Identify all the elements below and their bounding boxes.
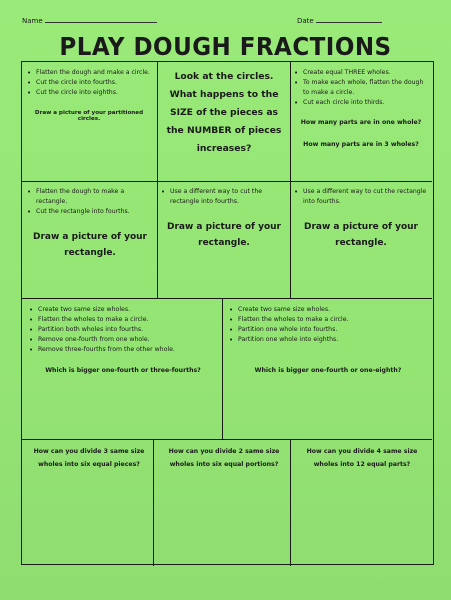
step-item: • Flatten the wholes to make a circle.: [28, 315, 218, 325]
step-item: • Flatten the dough to make a rectangle.: [26, 187, 154, 207]
r3-right-question: Which is bigger one-fourth or one-eighth?: [254, 367, 402, 374]
r1-middle-question: Look at the circles. What happens to the SIZE of the pieces as the NUMBER of pieces increases?: [166, 71, 282, 154]
step-item: • Cut each circle into thirds.: [293, 98, 429, 108]
step-item: • Use a different way to cut the rectangle into fourths.: [160, 187, 288, 207]
row-divider: [22, 298, 432, 299]
step-item: • Remove one-fourth from one whole.: [28, 335, 218, 345]
r3-right-steps: [228, 305, 428, 345]
name-line: [45, 16, 157, 23]
r2-right-steps: [293, 187, 429, 207]
r4-middle-question: How can you divide 2 same size wholes into six equal portions?: [168, 448, 280, 468]
r3-right-cell: [228, 305, 428, 374]
step-item: • Use a different way to cut the rectangle into fourths.: [293, 187, 429, 207]
step-item: • Partition one whole into eighths.: [228, 335, 428, 345]
column-divider: [153, 439, 154, 566]
r1-right-q2: How many parts are in 3 wholes?: [303, 141, 419, 148]
step-item: • Remove three-fourths from the other whole.: [28, 345, 218, 355]
name-field: [22, 16, 157, 25]
r2-left-prompt: Draw a picture of your rectangle.: [32, 232, 147, 258]
r2-right-prompt: Draw a picture of your rectangle.: [303, 222, 418, 248]
column-divider: [290, 439, 291, 566]
name-label: Name: [22, 17, 43, 25]
row-divider: [22, 439, 432, 440]
step-item: • Create two same size wholes.: [228, 305, 428, 315]
r1-left-steps: [26, 68, 152, 98]
step-item: • Cut the rectangle into fourths.: [26, 207, 154, 217]
r4-left-question: How can you divide 3 same size wholes into six equal pieces?: [33, 448, 145, 468]
step-item: • Create equal THREE wholes.: [293, 68, 429, 78]
r1-middle-cell: [160, 68, 288, 158]
r4-right-cell: [298, 445, 426, 471]
r2-middle-cell: [160, 187, 288, 251]
r2-right-cell: [293, 187, 429, 251]
r1-left-prompt: Draw a picture of your partitioned circles.: [34, 110, 144, 122]
r2-middle-prompt: Draw a picture of your rectangle.: [166, 222, 281, 248]
r1-right-q1: How many parts are in one whole?: [300, 119, 422, 126]
step-item: • Cut the circle into eighths.: [26, 88, 152, 98]
r4-right-question: How can you divide 4 same size wholes into 12 equal parts?: [306, 448, 418, 468]
r4-middle-cell: [162, 445, 286, 471]
step-item: • Cut the circle into fourths.: [26, 78, 152, 88]
r3-left-question: Which is bigger one-fourth or three-fourths?: [45, 367, 201, 374]
date-label: Date: [297, 17, 314, 25]
row-divider: [22, 181, 432, 182]
step-item: • Create two same size wholes.: [28, 305, 218, 315]
step-item: • To make each whole, flatten the dough to make a circle.: [293, 78, 429, 98]
r2-middle-steps: [160, 187, 288, 207]
page-title: PLAY DOUGH FRACTIONS: [59, 32, 392, 61]
r2-left-steps: [26, 187, 154, 217]
column-divider: [290, 62, 291, 298]
step-item: • Partition one whole into fourths.: [228, 325, 428, 335]
r2-left-cell: [26, 187, 154, 261]
r4-left-cell: [30, 445, 148, 471]
step-item: • Flatten the wholes to make a circle.: [228, 315, 428, 325]
r1-right-cell: [293, 68, 429, 148]
r1-left-cell: [26, 68, 152, 122]
date-field: [297, 16, 382, 25]
step-item: • Partition both wholes into fourths.: [28, 325, 218, 335]
column-divider: [222, 298, 223, 439]
activity-grid: [21, 61, 434, 565]
column-divider: [157, 62, 158, 298]
step-item: • Flatten the dough and make a circle.: [26, 68, 152, 78]
r1-right-steps: [293, 68, 429, 108]
r3-left-cell: [28, 305, 218, 374]
r3-left-steps: [28, 305, 218, 355]
date-line: [316, 16, 382, 23]
